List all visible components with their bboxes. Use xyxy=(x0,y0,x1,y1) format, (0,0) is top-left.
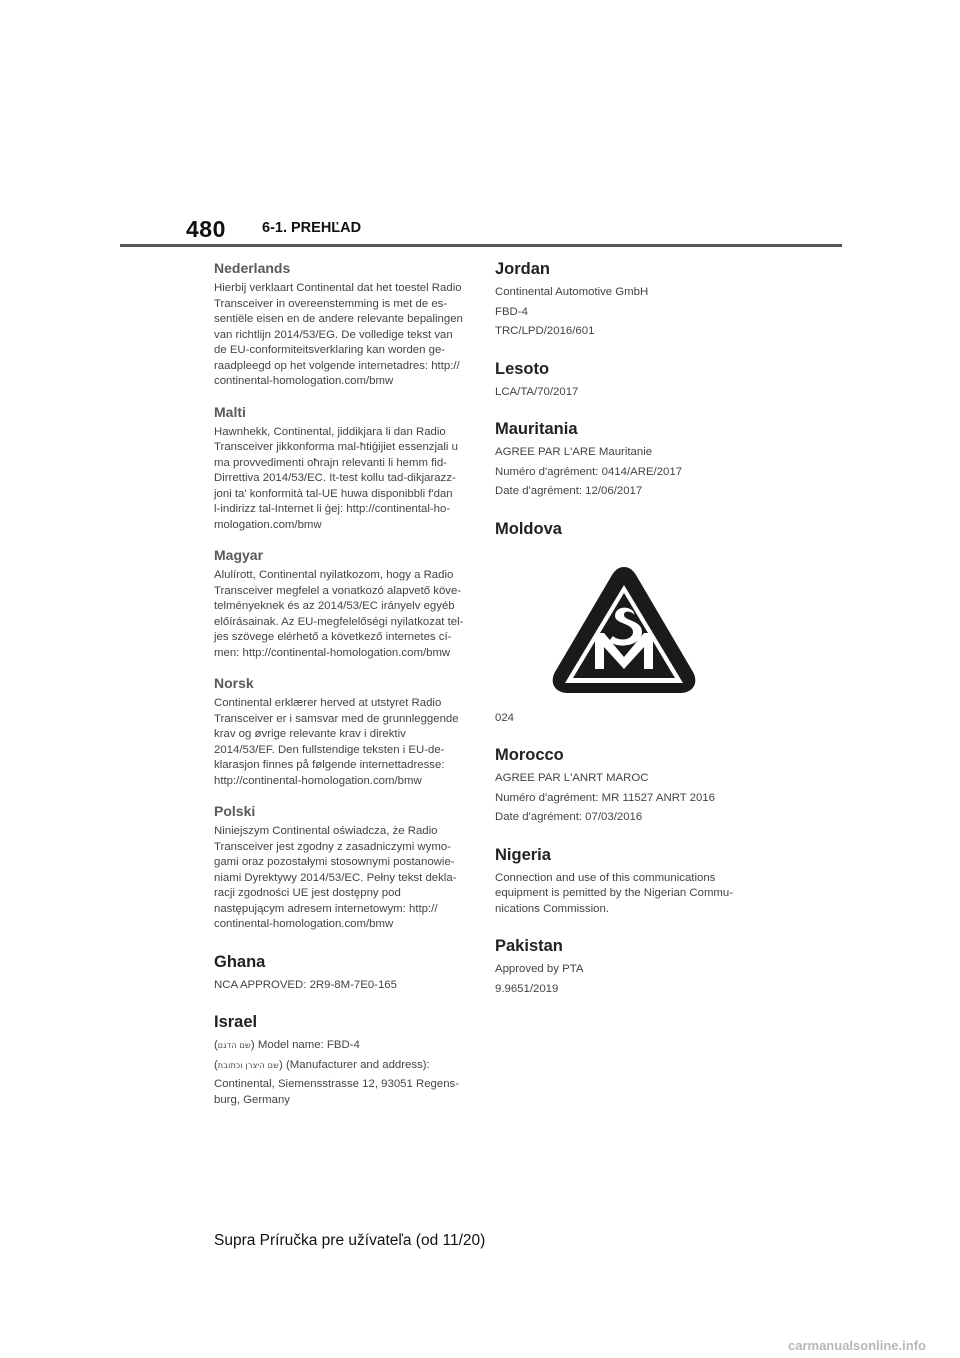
header-divider xyxy=(120,244,842,247)
section-magyar xyxy=(214,547,466,661)
lesoto-line: LCA/TA/70/2017 xyxy=(495,385,579,398)
jordan-line: TRC/LPD/2016/601 xyxy=(495,325,595,337)
section-heading: Lesoto xyxy=(495,359,550,378)
section-pakistan xyxy=(495,937,755,997)
section-text: Hierbij verklaart Continental dat het toestel Radio Transceiver in overeenstemming is met de es- sentiële eisen en de andere relevante bepalingen van richtlijn 2014/53/EG. De volledige tekst van de EU-conformiteitsverklaring kan worden ge- raadpleegd op het volgende internetadres: http:// continental-homologation.com/bmw xyxy=(214,282,463,387)
israel-model-text: Model name: FBD-4 xyxy=(254,1039,360,1051)
section-text: Alulírott, Continental nyilatkozom, hogy a Radio Transceiver megfelel a vonatkozó alapvető köve- telményeknek és az 2014/53/EC irányelv egyéb előírásainak. Az EU-megfelelőségi nyilatkozat tel- jes szövege elérhető a következő internetes cí- men: http://continental-homologation.com/bmw xyxy=(214,569,464,659)
nigeria-text: Connection and use of this communications equipment is pemitted by the Nigerian Commu- nications Commission. xyxy=(495,871,734,915)
morocco-line: Numéro d'agrément: MR 11527 ANRT 2016 xyxy=(495,791,715,804)
ghana-approval: NCA APPROVED: 2R9-8M-7E0-165 xyxy=(214,978,397,991)
israel-model: (שם הדגם) Model name: FBD-4 xyxy=(214,1039,360,1051)
section-heading: Magyar xyxy=(214,547,264,563)
section-heading: Ghana xyxy=(214,952,266,971)
section-heading: Pakistan xyxy=(495,937,563,955)
jordan-line: Continental Automotive GmbH xyxy=(495,286,649,298)
left-column xyxy=(214,260,466,1122)
mauritania-line: AGREE PAR L'ARE Mauritanie xyxy=(495,446,653,458)
section-nigeria xyxy=(495,846,755,918)
section-heading: Mauritania xyxy=(495,420,578,438)
israel-manufacturer-hebrew: שם היצרן וכתובת xyxy=(217,1060,280,1070)
watermark: carmanualsonline.info xyxy=(788,1338,926,1353)
israel-manufacturer-text: (Manufacturer and address): xyxy=(282,1058,430,1071)
section-heading: Moldova xyxy=(495,519,562,538)
section-ghana xyxy=(214,953,466,994)
pakistan-line: Approved by PTA xyxy=(495,963,584,975)
page-number: 480 xyxy=(186,216,226,242)
section-heading: Israel xyxy=(214,1013,258,1031)
section-lesoto xyxy=(495,360,755,401)
sm-certification-mark-icon xyxy=(547,561,701,699)
section-heading: Jordan xyxy=(495,260,551,278)
section-heading: Morocco xyxy=(495,746,564,764)
right-column xyxy=(495,260,755,1011)
section-text: Continental erklærer herved at utstyret Radio Transceiver er i samsvar med de grunnleggende krav og øvrige relevante krav i direktiv 2014/53/EF. Den fullstendige teksten i EU-de- klarasjon finnes på følgende internettadresse: http://continental-homologation.com/bmw xyxy=(214,697,459,787)
mauritania-line: Date d'agrément: 12/06/2017 xyxy=(495,485,643,497)
israel-model-hebrew: שם הדגם xyxy=(217,1041,251,1050)
mauritania-line: Numéro d'agrément: 0414/ARE/2017 xyxy=(495,465,683,478)
section-heading: Nederlands xyxy=(214,260,291,276)
section-malti xyxy=(214,404,466,534)
section-polski xyxy=(214,803,466,933)
section-mauritania xyxy=(495,420,755,500)
section-heading: Norsk xyxy=(214,675,254,691)
israel-manufacturer: (שם היצרן וכתובת) (Manufacturer and address): xyxy=(214,1058,430,1071)
section-morocco xyxy=(495,746,755,826)
section-title: 6-1. PREHĽAD xyxy=(262,220,362,236)
section-heading: Nigeria xyxy=(495,845,551,864)
section-moldova xyxy=(495,520,755,727)
israel-address: Continental, Siemensstrasse 12, 93051 Regens- burg, Germany xyxy=(214,1078,460,1106)
section-nederlands xyxy=(214,260,466,390)
section-text: Hawnhekk, Continental, jiddikjara li dan Radio Transceiver jikkonforma mal-ħtiġijiet essenzjali u ma provvedimenti oħrajn relevanti li hemm fid- Dirrettiva 2014/53/EC. It-test kollu tad-dikjarazz- joni ta' konformità tal-UE huwa disponibbli f'dan l-indirizz tal-Internet li ġej: http://continental-ho- mologation.com/bmw xyxy=(214,425,458,531)
moldova-code: 024 xyxy=(495,711,515,724)
manual-footer: Supra Príručka pre užívateľa (od 11/20) xyxy=(214,1232,486,1249)
morocco-line: AGREE PAR L'ANRT MAROC xyxy=(495,772,649,784)
jordan-line: FBD-4 xyxy=(495,305,528,318)
morocco-line: Date d'agrément: 07/03/2016 xyxy=(495,811,643,823)
section-israel xyxy=(214,1013,466,1108)
section-jordan xyxy=(495,260,755,340)
section-heading: Malti xyxy=(214,403,246,420)
section-heading: Polski xyxy=(214,803,256,819)
section-norsk xyxy=(214,675,466,789)
section-text: Niniejszym Continental oświadcza, że Radio Transceiver jest zgodny z zasadniczymi wymo- gami oraz pozostałymi stosownymi postanowie- niami Dyrektywy 2014/53/EC. Pełny tekst dekla- racji zgodności UE jest dostępny pod następującym adresem internetowym: http:// continental-homologation.com/bmw xyxy=(214,825,457,930)
pakistan-line: 9.9651/2019 xyxy=(495,982,559,995)
